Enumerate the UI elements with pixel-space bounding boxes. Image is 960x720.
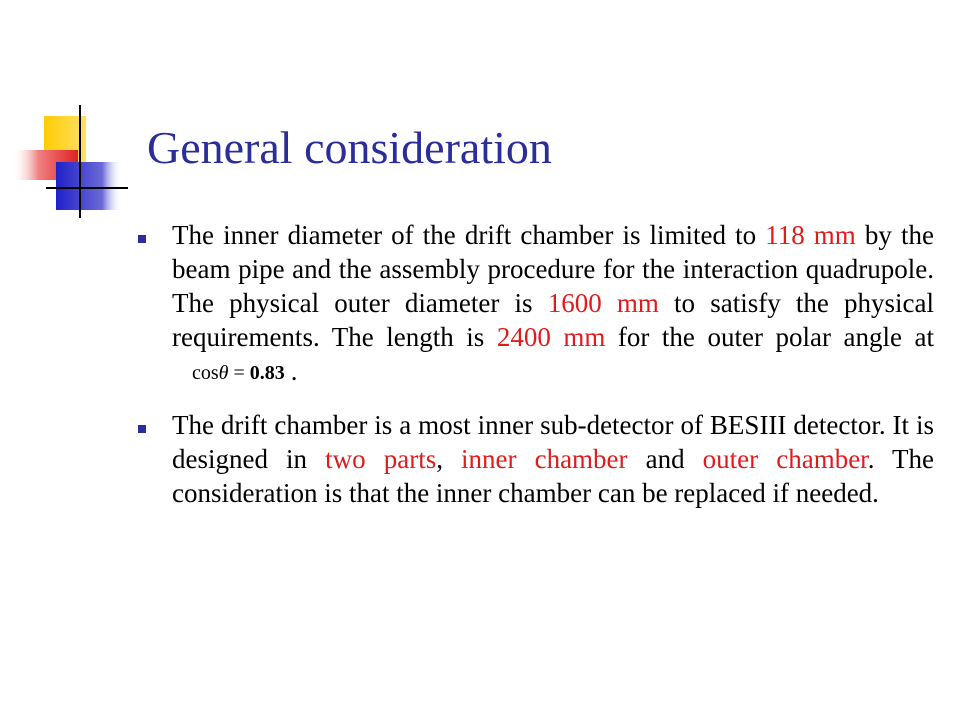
bullet-2-text-segment: and xyxy=(627,444,703,474)
bullet-item-1 xyxy=(134,218,934,390)
highlight-outer-diameter: 1600 mm xyxy=(547,288,659,318)
square-bullet-icon xyxy=(138,235,146,243)
bullet-1-text-segment: The inner diameter of the drift chamber is limited to xyxy=(172,220,766,250)
highlight-outer-chamber: outer chamber xyxy=(702,444,868,474)
bullet-1-period: . xyxy=(290,356,298,386)
bullet-list xyxy=(134,218,934,528)
cos-theta-formula xyxy=(192,356,285,390)
bullet-1-text-segment: by the beam pipe and the assembly procedure for the interaction quadrupole. The physical outer diameter is xyxy=(172,220,934,318)
highlight-two-parts: two parts xyxy=(325,444,437,474)
highlight-inner-chamber: inner chamber xyxy=(461,444,628,474)
bullet-1-text-segment: to satisfy the physical requirements. The length is xyxy=(172,288,934,352)
highlight-inner-diameter: 118 mm xyxy=(765,220,856,250)
formula-cos: cos xyxy=(192,362,219,384)
bullet-2-text-segment: , xyxy=(436,444,462,474)
bullet-text-1 xyxy=(172,218,934,390)
logo-blue-square xyxy=(56,162,122,210)
formula-value: 0.83 xyxy=(249,362,285,384)
bullet-1-text-segment: for the outer polar angle at xyxy=(605,322,934,352)
square-bullet-icon xyxy=(138,425,146,433)
bullet-2-text-segment: The drift chamber is a most inner sub-detector of BESIII detector. It is designed in xyxy=(172,410,934,474)
formula-equals: = xyxy=(228,362,250,384)
bullet-2-text-segment: . The consideration is that the inner chamber can be replaced if needed. xyxy=(172,444,935,508)
formula-theta: θ xyxy=(218,362,229,384)
bullet-text-2 xyxy=(172,408,934,510)
highlight-length: 2400 mm xyxy=(496,322,606,352)
slide-logo-decoration xyxy=(0,0,140,230)
bullet-item-2 xyxy=(134,408,934,510)
slide-title: General consideration xyxy=(147,122,552,173)
